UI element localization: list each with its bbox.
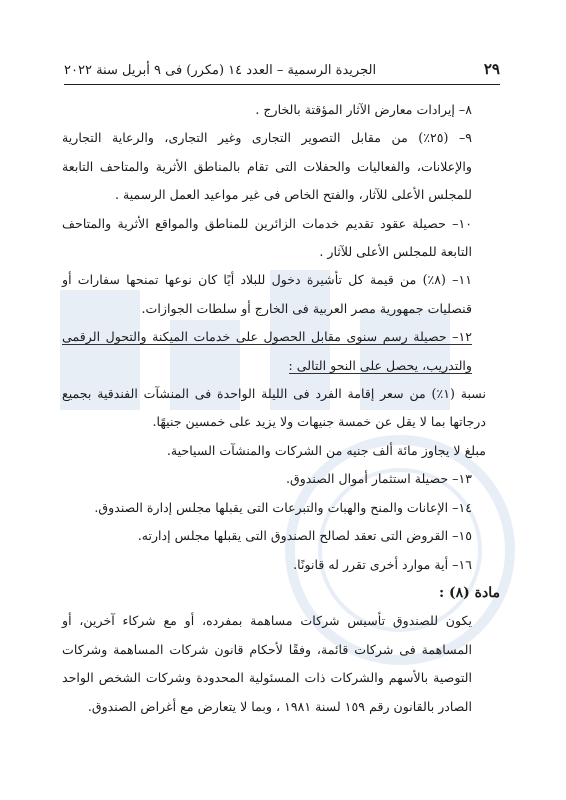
item-12-text: ١٢– حصيلة رسم سنوى مقابل الحصول على خدمات الميكنة والتحول الرقمى والتدريب، يحصل على النحو التالى :	[62, 329, 472, 373]
item-12-amount: مبلغ لا يجاوز مائة ألف جنيه من الشركات والمنشآت السياحية.	[166, 442, 486, 458]
article-text: يكون للصندوق تأسيس شركات مساهمة بمفرده، أو مع شركاء آخرين، أو المساهمة فى شركات قائمة، وفقًا لأحكام قانون شركات المساهمة وشركات التوصية بالأسهم والشركات ذات المسئولية المحدودة وشركات الشخص الواحد الصادر بالقانون رقم ١٥٩ لسنة ١٩٨١ ، وبما لا يتعارض مع أغراض الصندوق.	[62, 613, 472, 714]
item-15: ١٥– القروض التى تعقد لصالح الصندوق التى يقبلها مجلس إدارته.	[137, 528, 472, 544]
item-9: ٩– (٢٥٪) من مقابل التصوير التجارى وغير التجارى، والرعاية التجارية والإعلانات، والفعاليات والحفلات التى تقام بالمناطق الأثرية والمتاحف التابعة للمجلس الأعلى للآثار، والفتح الخاص فى غير مواعيد العمل الرسمية .	[62, 130, 473, 203]
header-divider	[64, 84, 500, 85]
item-14: ١٤– الإعانات والمنح والهبات والتبرعات التى يقبلها مجلس إدارة الصندوق.	[94, 499, 472, 515]
item-13: ١٣– حصيلة استثمار أموال الصندوق.	[285, 471, 472, 487]
item-12-rate: نسبة (١٪) من سعر إقامة الفرد فى الليلة الواحدة فى المنشآت الفندقية بجميع درجاتها بما لا يقل عن خمسة جنيهات ولا يزيد على خمسين جنيهًا.	[62, 386, 486, 430]
item-10: ١٠– حصيلة عقود تقديم خدمات الزائرين للمناطق والمواقع الأثرية والمتاحف التابعة للمجلس الأعلى للآثار .	[62, 215, 472, 260]
article-heading: مادة (٨) :	[438, 584, 500, 601]
page-number: ٢٩	[483, 60, 500, 78]
gazette-title: الجريدة الرسمية – العدد ١٤ (مكرر) فى ٩ أبريل سنة ٢٠٢٢	[64, 63, 377, 78]
page-header	[64, 60, 500, 78]
document-body	[62, 96, 500, 721]
item-16: ١٦– أية موارد أخرى تقرر له قانونًا.	[293, 556, 472, 572]
item-8: ٨– إيرادات معارض الآثار المؤقتة بالخارج .	[255, 102, 472, 117]
item-12	[62, 323, 500, 380]
item-11: ١١– (٨٪) من قيمة كل تأشيرة دخول للبلاد أيًا كان نوعها تمنحها سفارات أو قنصليات جمهورية مصر العربية فى الخارج أو سلطات الجوازات.	[62, 272, 472, 316]
